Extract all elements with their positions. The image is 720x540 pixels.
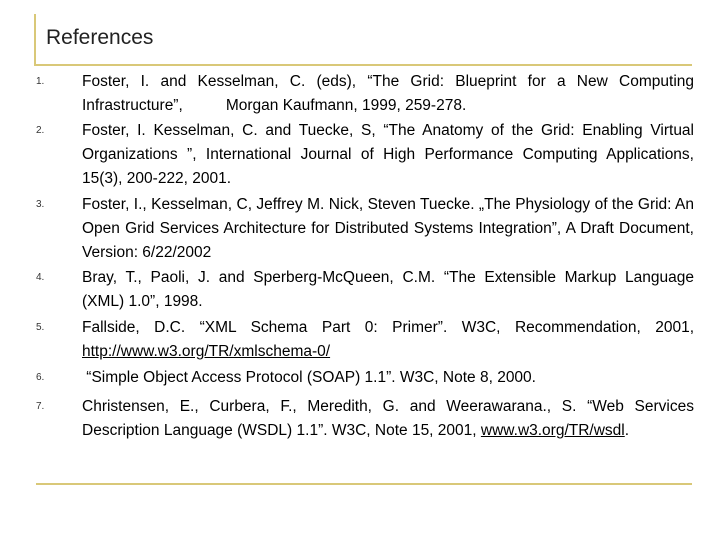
reference-link[interactable]: http://www.w3.org/TR/xmlschema-0/ [82,343,331,360]
reference-number: 5. [36,322,45,333]
reference-body: Fallside, D.C. “XML Schema Part 0: Primer”. W3C, Recommendation, 2001, [82,319,694,336]
reference-body: Christensen, E., Curbera, F., Meredith, G. and Weerawarana., S. “Web Services Description Language (WSDL) 1.1”. W3C, Note 15, 2001, [82,398,694,439]
reference-line-1: Foster, I. and Kesselman, C. (eds), “The Grid: Blueprint for a New Computing [82,73,694,90]
reference-number: 6. [36,372,45,383]
reference-line-2: Infrastructure”, Morgan Kaufmann, 1999, 259-278. [82,97,467,114]
title-underline-rule [36,64,692,66]
reference-text [82,395,694,443]
reference-number: 2. [36,125,45,136]
decorative-vertical-rule [34,14,36,66]
reference-number: 3. [36,199,45,210]
reference-number: 4. [36,272,45,283]
page-title: References [46,26,154,49]
reference-text: “Simple Object Access Protocol (SOAP) 1.1”. W3C, Note 8, 2000. [82,369,536,386]
reference-text: Foster, I. Kesselman, C. and Tuecke, S, “The Anatomy of the Grid: Enabling Virtual Organizations ”, International Journal of High Performance Computing Applications, 15(3), 200-222, 2001. [82,122,694,187]
reference-number: 1. [36,76,45,87]
reference-text: Bray, T., Paoli, J. and Sperberg-McQueen, C.M. “The Extensible Markup Language (XML) 1.0”, 1998. [82,269,694,310]
bottom-rule [36,483,692,485]
reference-text: Foster, I., Kesselman, C, Jeffrey M. Nick, Steven Tuecke. „The Physiology of the Grid: An Open Grid Services Architecture for Distributed Systems Integration”, A Draft Document, Version: 6/22/2002 [82,196,694,261]
reference-suffix: . [624,422,630,439]
reference-link[interactable]: www.w3.org/TR/wsdl [480,422,625,439]
reference-text [82,70,694,118]
reference-number: 7. [36,401,45,412]
reference-text [82,316,694,364]
